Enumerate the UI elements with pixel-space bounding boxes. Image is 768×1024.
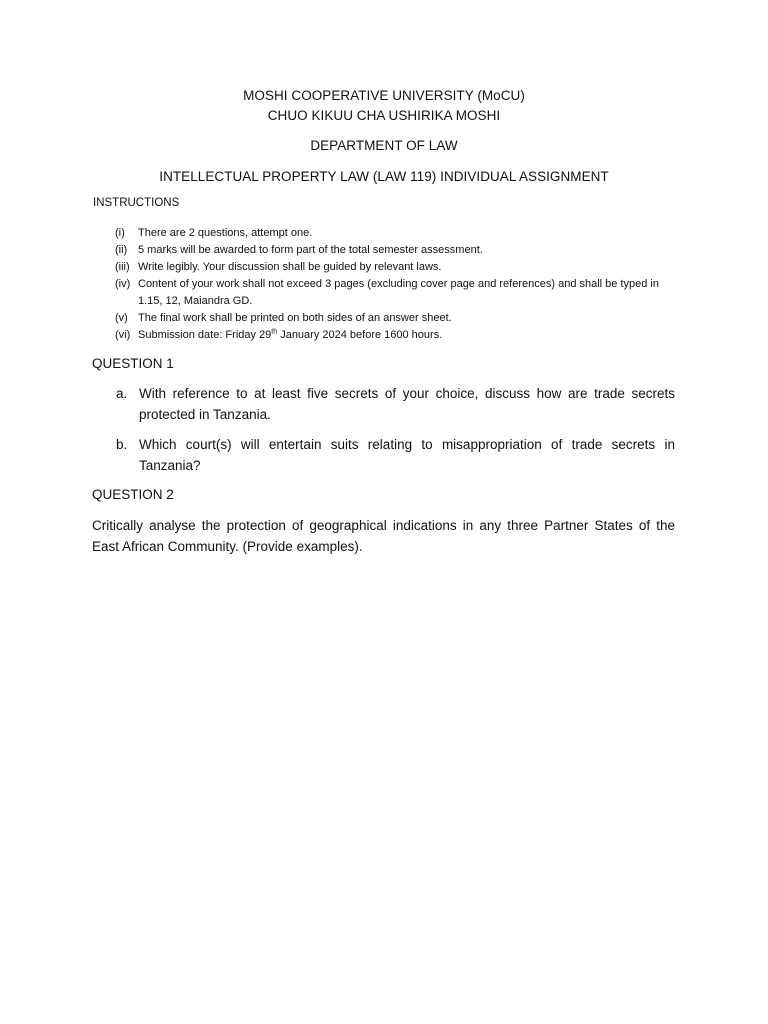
- instruction-item: [115, 259, 675, 276]
- assignment-title: INTELLECTUAL PROPERTY LAW (LAW 119) INDIVIDUAL ASSIGNMENT: [159, 169, 609, 184]
- question-part-letter: b.: [116, 437, 128, 452]
- instruction-item: [115, 327, 675, 344]
- instruction-text: The final work shall be printed on both sides of an answer sheet.: [138, 312, 452, 324]
- question-2-heading: QUESTION 2: [92, 487, 174, 502]
- question-part-letter: a.: [116, 386, 128, 401]
- instruction-text: 5 marks will be awarded to form part of the total semester assessment.: [138, 244, 483, 256]
- question-1-parts: [116, 384, 675, 476]
- submission-date-suffix: January 2024 before 1600 hours.: [277, 329, 443, 341]
- question-part: [116, 435, 675, 476]
- instruction-text: Write legibly. Your discussion shall be guided by relevant laws.: [138, 261, 442, 273]
- instruction-number: (ii): [115, 244, 128, 256]
- submission-date-text: [138, 327, 675, 344]
- university-name-swahili: CHUO KIKUU CHA USHIRIKA MOSHI: [267, 108, 501, 123]
- instruction-item: [115, 225, 675, 242]
- instruction-item: [115, 242, 675, 259]
- university-name: MOSHI COOPERATIVE UNIVERSITY (MoCU): [243, 88, 525, 103]
- instruction-number: (iii): [115, 261, 130, 273]
- date-ordinal-suffix: th: [271, 328, 278, 336]
- instruction-number: (vi): [115, 329, 131, 341]
- instruction-number: (i): [115, 227, 125, 239]
- instructions-heading: INSTRUCTIONS: [93, 197, 180, 209]
- submission-date-prefix: Submission date: Friday 29: [138, 329, 272, 341]
- question-2-text: Critically analyse the protection of geographical indications in any three Partner States of the East African Community. (Provide examples).: [92, 518, 675, 554]
- question-1-heading: QUESTION 1: [92, 356, 174, 371]
- question-part-text: Which court(s) will entertain suits relating to misappropriation of trade secrets in Tanzania?: [139, 437, 675, 473]
- question-part-text: With reference to at least five secrets of your choice, discuss how are trade secrets protected in Tanzania.: [139, 386, 675, 422]
- instruction-number: (v): [115, 312, 128, 324]
- instruction-text: Content of your work shall not exceed 3 pages (excluding cover page and references) and shall be typed in 1.15, 12, Maiandra GD.: [138, 278, 659, 307]
- question-part: [116, 384, 675, 425]
- instructions-list: [115, 225, 675, 344]
- instruction-text: There are 2 questions, attempt one.: [138, 227, 313, 239]
- instruction-item: [115, 310, 675, 327]
- department-name: DEPARTMENT OF LAW: [310, 138, 458, 153]
- instruction-number: (iv): [115, 278, 131, 290]
- instruction-item: [115, 276, 675, 310]
